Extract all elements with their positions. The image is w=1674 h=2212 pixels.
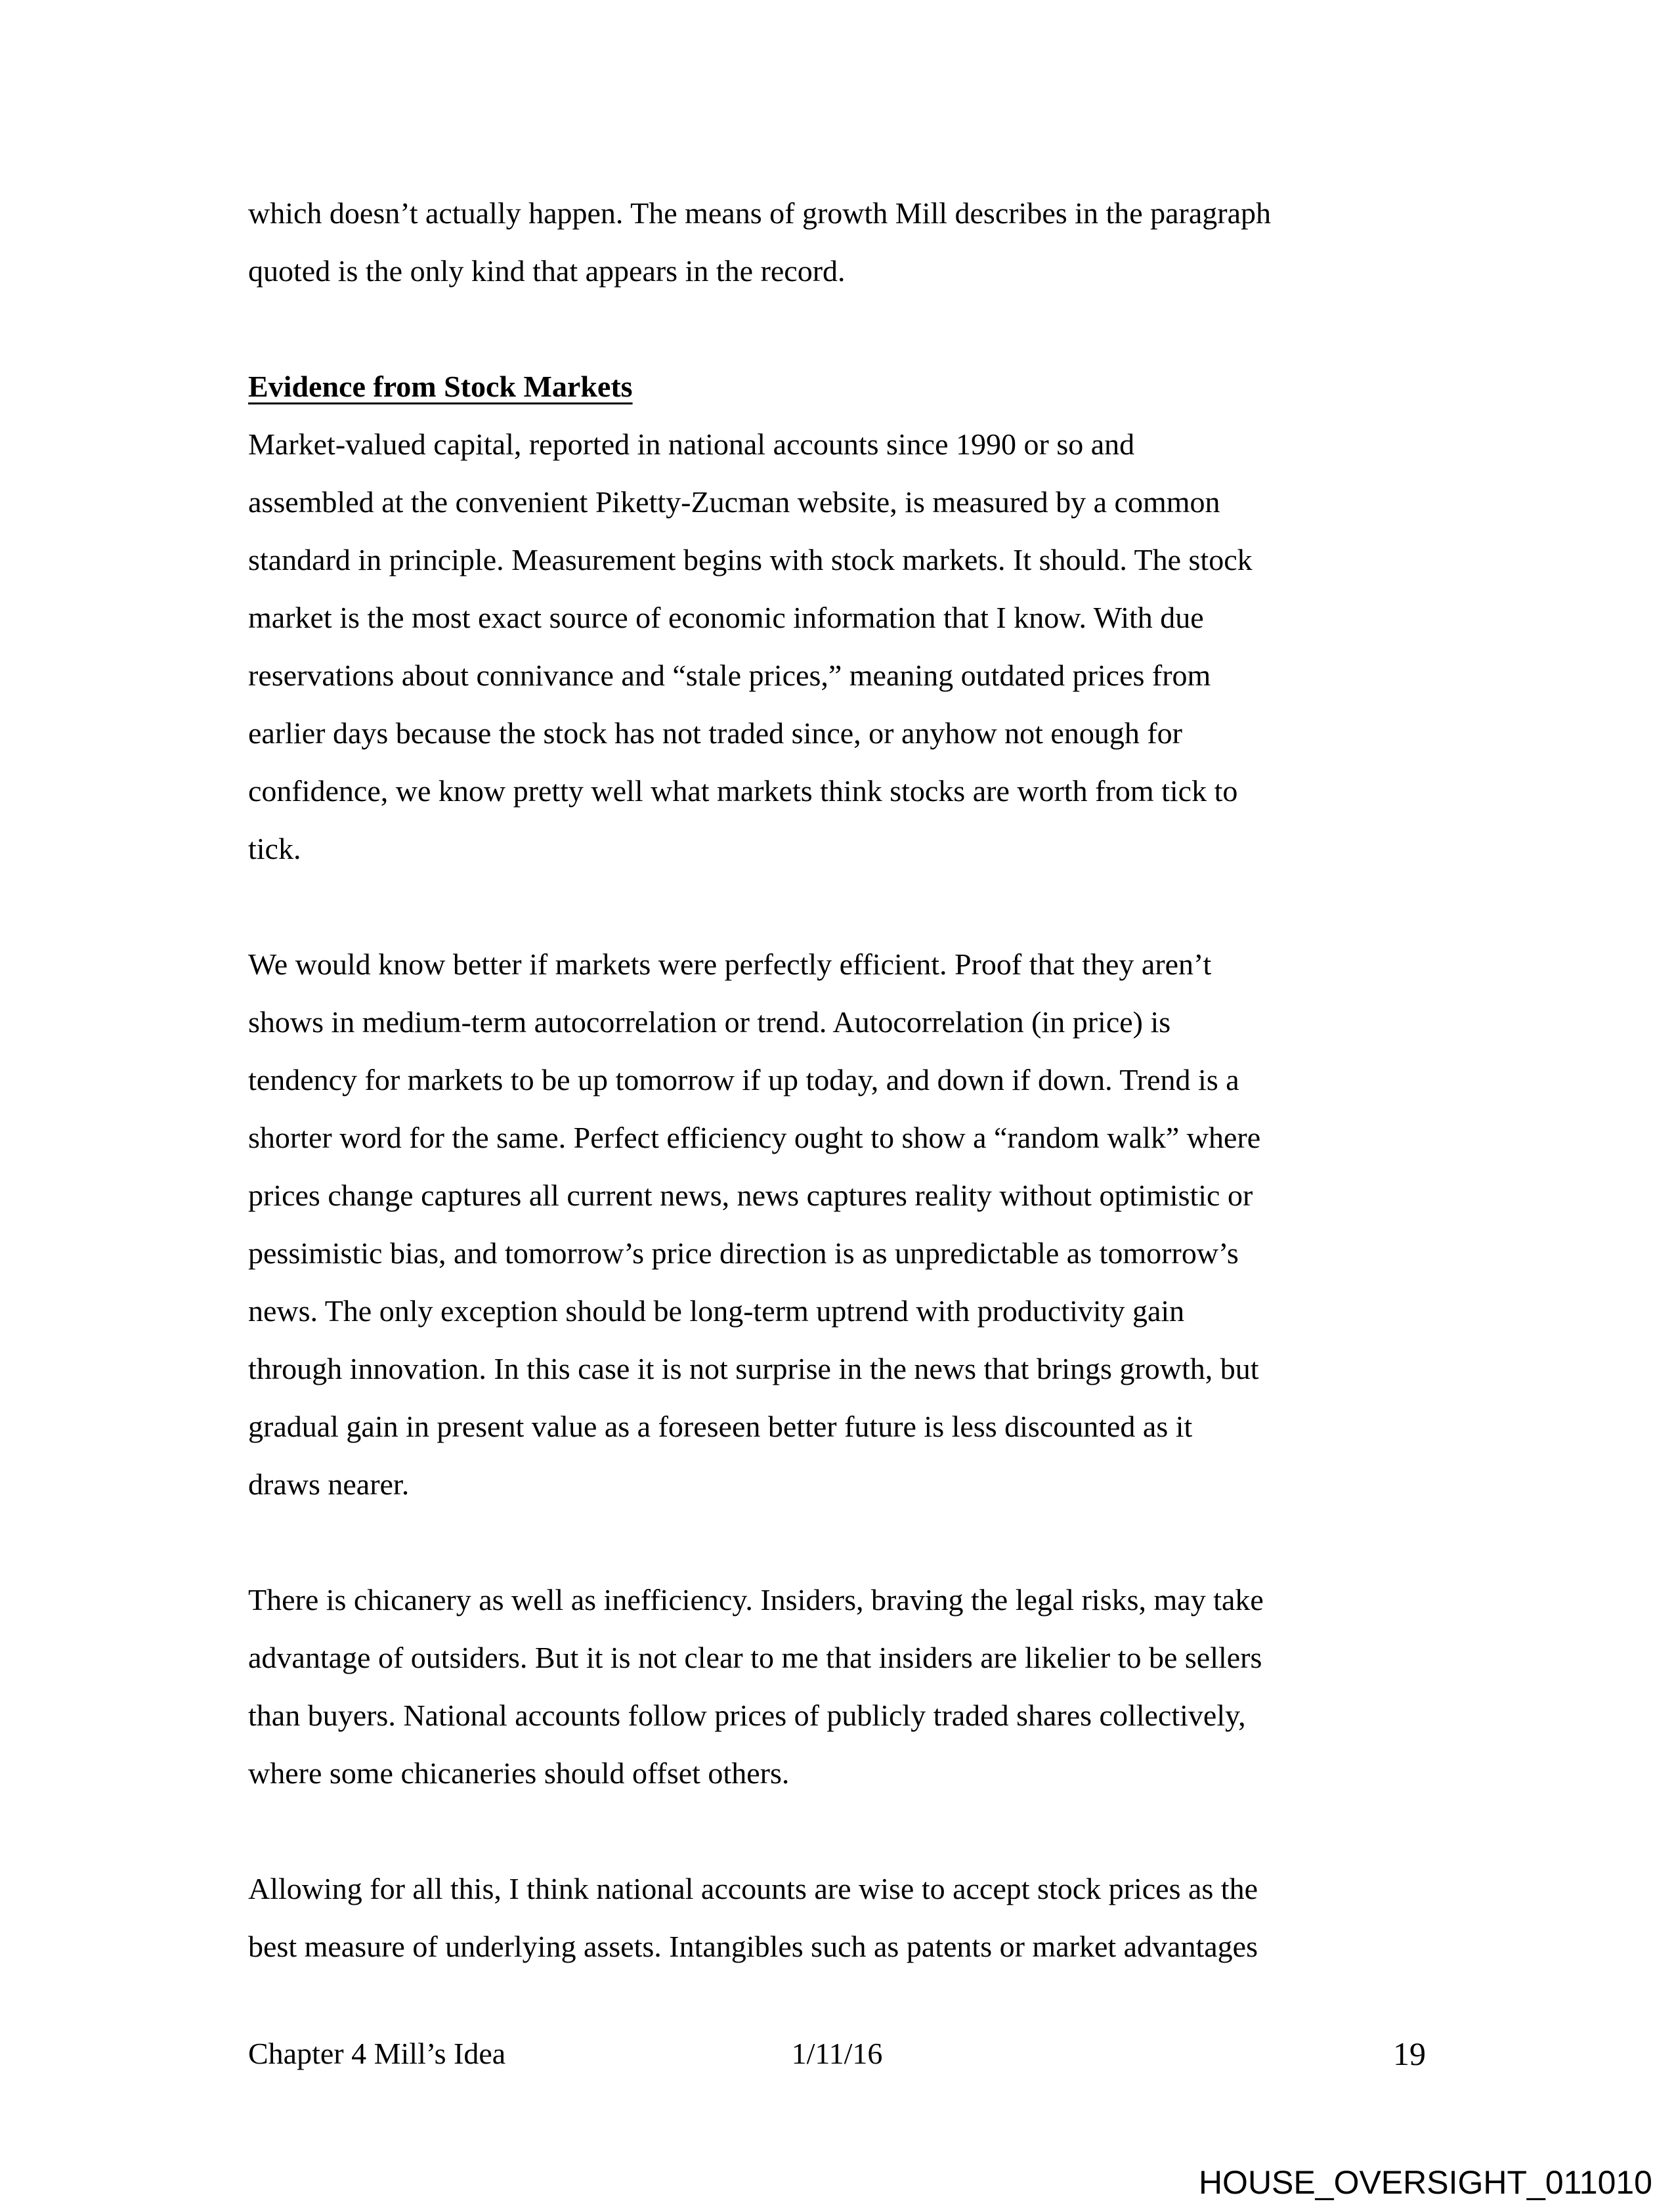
section-heading-text: Evidence from Stock Markets [248,370,633,403]
text-line: There is chicanery as well as inefficiency. Insiders, braving the legal risks, may take [248,1583,1264,1616]
text-line: gradual gain in present value as a foreseen better future is less discounted as it [248,1410,1193,1443]
document-body [248,184,1436,1976]
footer-page-number: 19 [1393,2035,1426,2072]
text-line: tick. [248,832,301,865]
footer-chapter-title: Chapter 4 Mill’s Idea [248,2037,506,2070]
text-line: through innovation. In this case it is not surprise in the news that brings growth, but [248,1352,1259,1385]
text-line: where some chicaneries should offset others. [248,1756,790,1790]
text-line: best measure of underlying assets. Intangibles such as patents or market advantages [248,1930,1258,1963]
section-heading-line [248,358,1436,416]
paragraph [248,416,1436,878]
text-line: quoted is the only kind that appears in the record. [248,254,846,288]
bates-stamp: HOUSE_OVERSIGHT_011010 [1198,2164,1652,2201]
text-line: standard in principle. Measurement begins with stock markets. It should. The stock [248,543,1253,576]
paragraph [248,1860,1436,1976]
section-heading [248,358,1436,416]
text-line: earlier days because the stock has not traded since, or anyhow not enough for [248,716,1182,750]
page-footer [248,2024,1426,2083]
text-line: tendency for markets to be up tomorrow if up today, and down if down. Trend is a [248,1063,1239,1096]
text-line: We would know better if markets were perfectly efficient. Proof that they aren’t [248,947,1212,981]
text-line: shows in medium-term autocorrelation or trend. Autocorrelation (in price) is [248,1005,1171,1039]
paragraph [248,1571,1436,1802]
text-line: reservations about connivance and “stale prices,” meaning outdated prices from [248,659,1211,692]
text-line: than buyers. National accounts follow prices of publicly traded shares collectively, [248,1699,1246,1732]
footer-date: 1/11/16 [791,2037,883,2070]
text-line: Market-valued capital, reported in national accounts since 1990 or so and [248,427,1135,461]
text-line: pessimistic bias, and tomorrow’s price direction is as unpredictable as tomorrow’s [248,1236,1239,1270]
text-line: which doesn’t actually happen. The means of growth Mill describes in the paragraph [248,196,1272,230]
text-line: prices change captures all current news, news captures reality without optimistic or [248,1179,1253,1212]
text-line: market is the most exact source of economic information that I know. With due [248,601,1204,634]
text-line: news. The only exception should be long-term uptrend with productivity gain [248,1294,1185,1328]
paragraph [248,184,1436,300]
text-line: Allowing for all this, I think national accounts are wise to accept stock prices as the [248,1872,1258,1905]
paragraph [248,936,1436,1513]
text-line: draws nearer. [248,1467,410,1501]
text-line: shorter word for the same. Perfect efficiency ought to show a “random walk” where [248,1121,1261,1154]
text-line: assembled at the convenient Piketty-Zucman website, is measured by a common [248,485,1220,519]
text-line: confidence, we know pretty well what markets think stocks are worth from tick to [248,774,1238,808]
text-line: advantage of outsiders. But it is not clear to me that insiders are likelier to be sellers [248,1641,1262,1674]
